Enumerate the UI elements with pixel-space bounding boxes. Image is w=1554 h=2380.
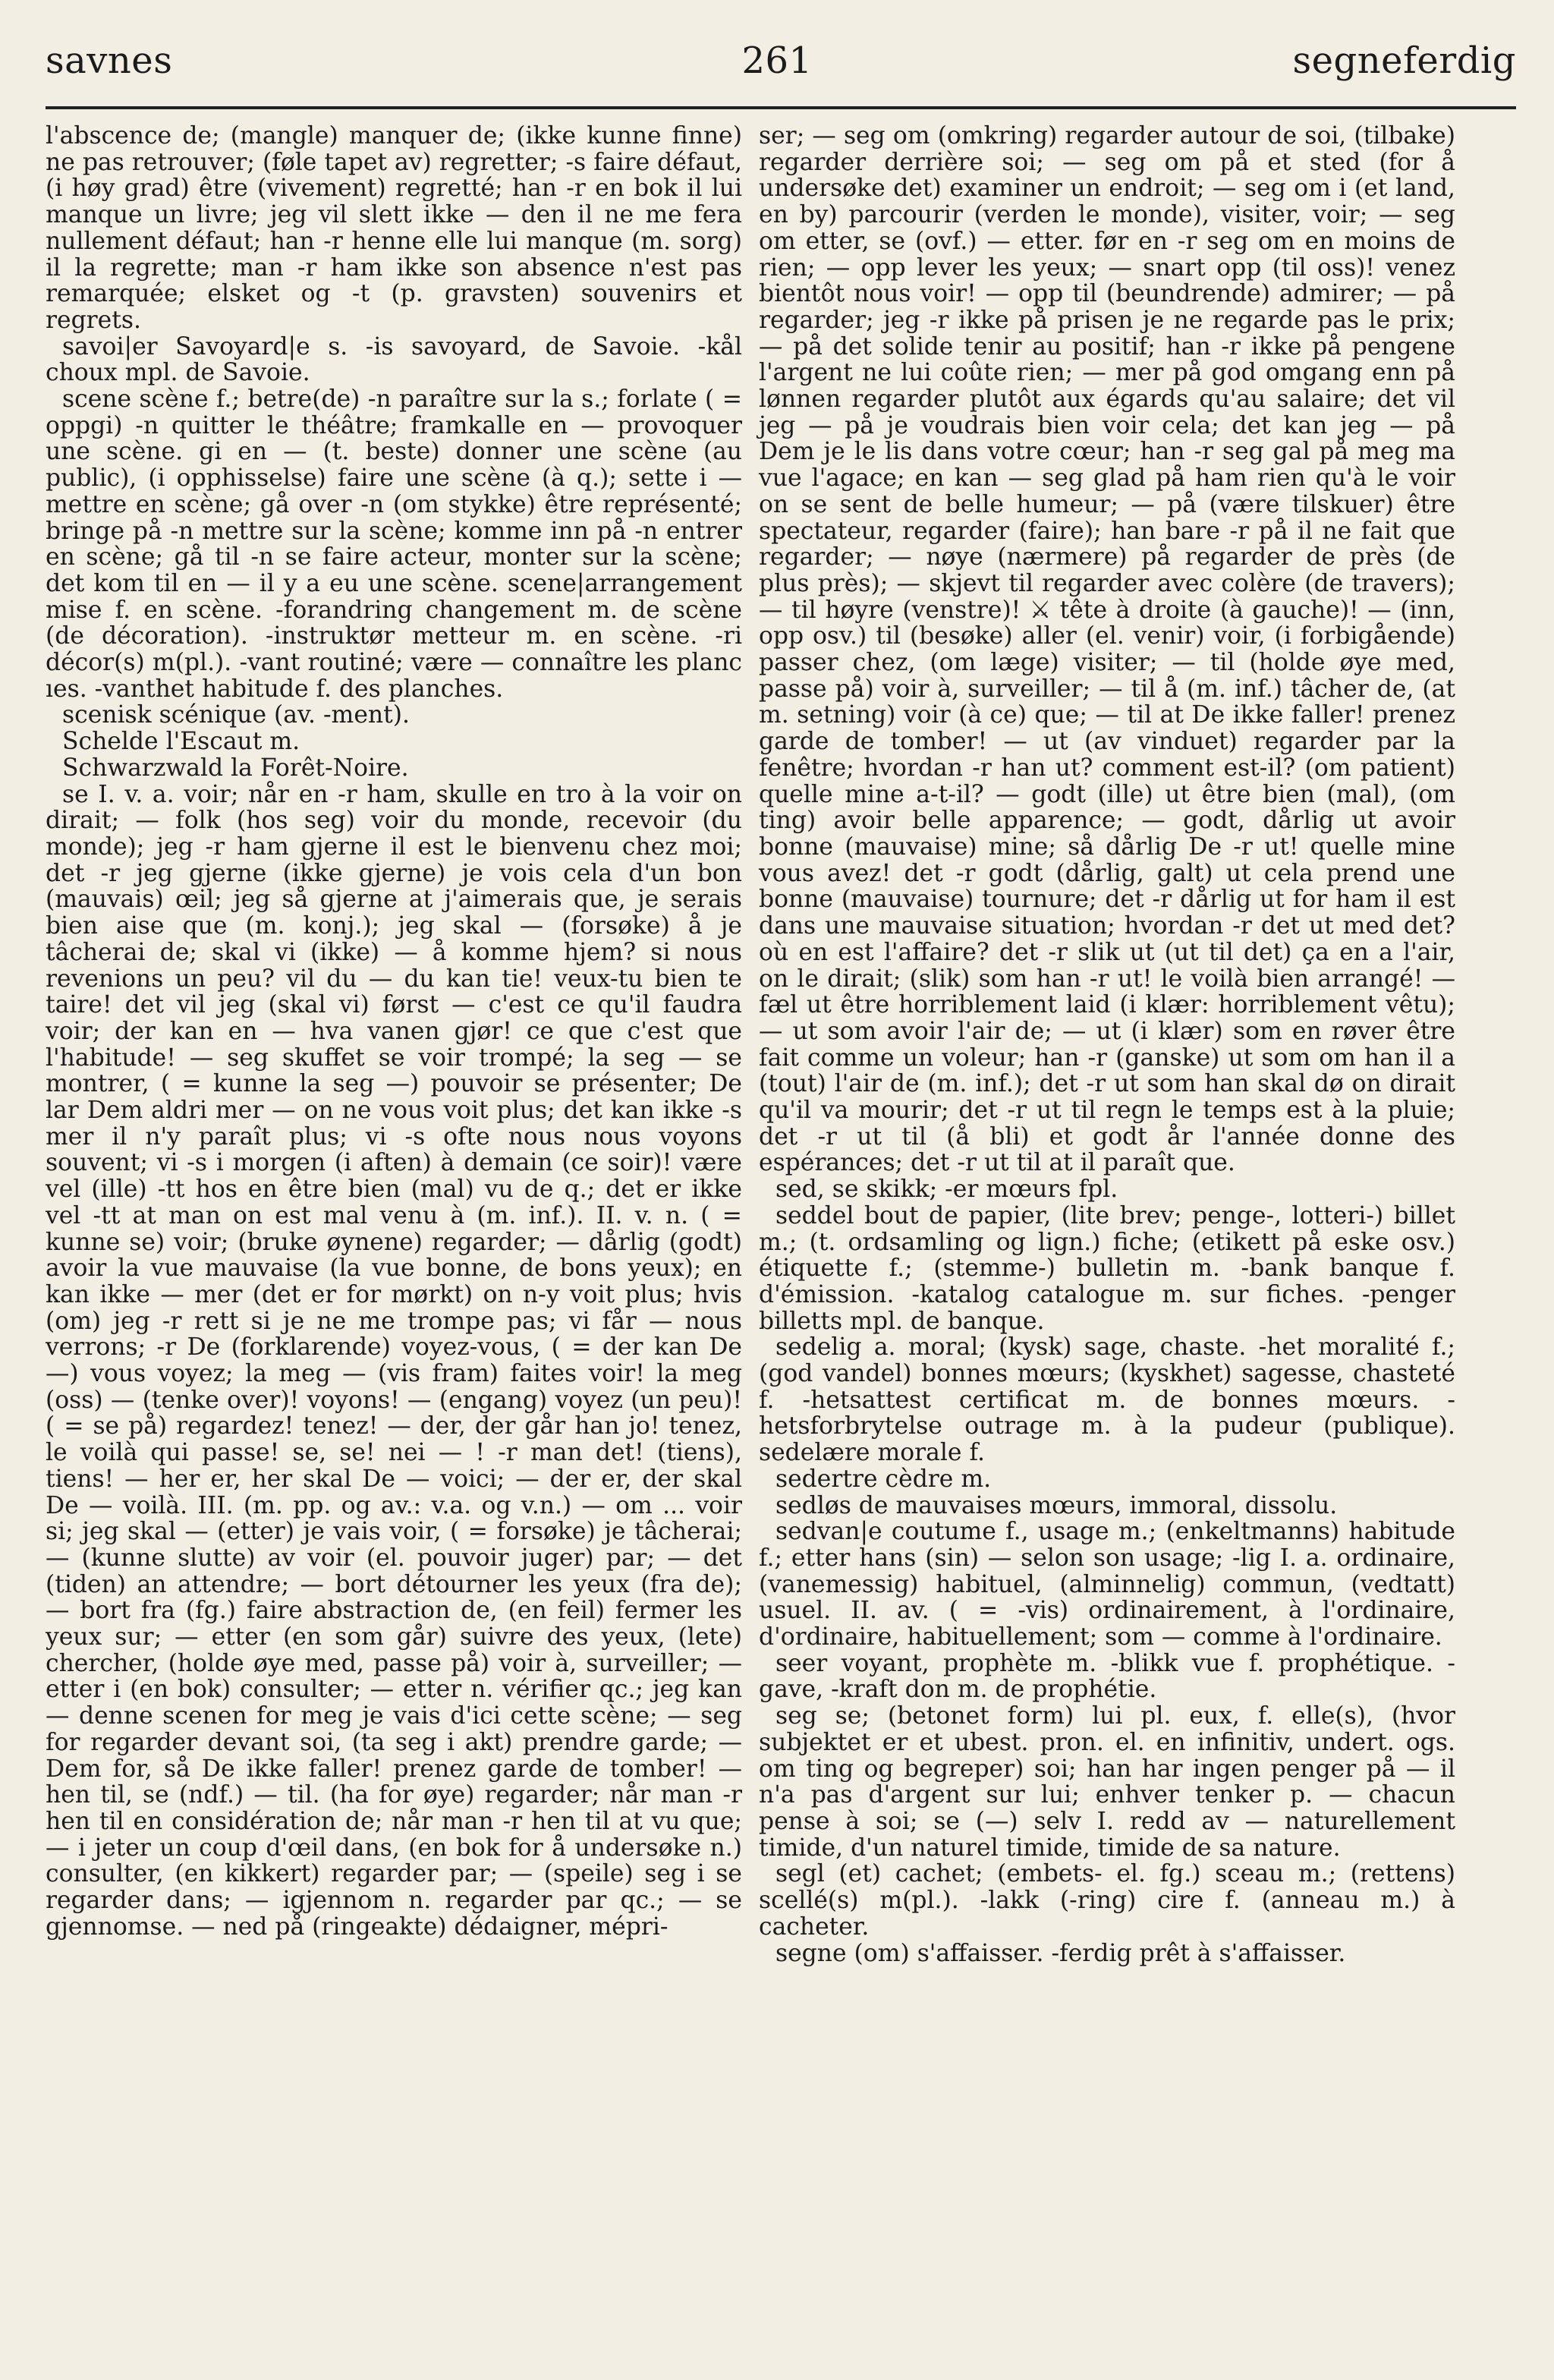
dictionary-entry: se I. v. a. voir; når en -r ham, skulle en tro à la voir on dirait; — folk (hos seg) voir du monde, recevoir (du monde); jeg -r ham gjerne il est le bienvenu chez moi; det -r jeg gjerne (ikke gjerne) je vois cela d'un bon (mauvais) œil; jeg så gjerne at j'aimerais que, je serais bien aise que (m. konj.); jeg skal — (forsøke) å je tâcherai de; skal vi (ikke) — å komme hjem? si nous revenions un peu? vil du — du kan tie! veux-tu bien te taire! det vil jeg (skal vi) først — c'est ce qu'il faudra voir; der kan en — hva vanen gjør! ce que c'est que l'habitude! — seg skuffet se voir trompé; la seg — se montrer, ( = kunne la seg —) pouvoir se présenter; De lar Dem aldri mer — on ne vous voit plus; det kan ikke -s mer il n'y paraît plus; vi -s ofte nous nous voyons souvent; vi -s i morgen (i aften) à demain (ce soir)! være vel (ille) -tt hos en être bien (mal) vu de q.; det er ikke vel -tt at man on est mal venu à (m. inf.). II. v. n. ( = kunne se) voir; (bruke øynene) regarder; — dårlig (godt) avoir la vue mauvaise (la vue bonne, de bons yeux); en kan ikke — mer (det er for mørkt) on n-y voit plus; hvis (om) jeg -r rett si je ne me trompe pas; vi får — nous verrons; -r De (forklarende) voyez-vous, ( = der kan De —) vous voyez; la meg — (vis fram) faites voir! la meg (oss) — (tenke over)! voyons! — (engang) voyez (un peu)! ( = se på) regardez! tenez! — der, der går han jo! tenez, le voilà qui passe! se, se! nei — ! -r man det! (tiens), tiens! — her er, her skal De — voici; — der er, der skal De — voilà. III. (m. pp. og av.: v.a. og v.n.) — om ... voir si; jeg skal — (etter) je vais voir, ( = forsøke) je tâcherai; — (kunne slutte) av voir (el. pouvoir juger) par; — det (tiden) an attendre; — bort détourner les yeux (fra de); — bort fra (fg.) faire abstraction de, (en feil) fermer les yeux sur; — etter (en som går) suivre des yeux, (lete) chercher, (holde øye med, passe på) voir à, surveiller; — etter i (en bok) consulter; — etter n. vérifier qc.; jeg kan — denne scenen for meg je vais d'ici cette scène; — seg for regarder devant soi, (ta seg i akt) prendre garde; — Dem for, så De ikke faller! prenez garde de tomber! — hen til, se (ndf.) — til. (ha for øye) regarder; når man -r hen til en considération de; når man -r hen til at vu que; — i jeter un coup d'œil dans, (en bok for å undersøke n.) consulter, (en kikkert) regarder par; — (speile) seg i se regarder dans; — igjennom n. regarder par qc.; — se gjennomse. — ned på (ringeakte) dédaigner, mépri- (46, 780, 742, 1941)
dictionary-entry: segl (et) cachet; (embets- el. fg.) sceau m.; (rettens) scellé(s) m(pl.). -lakk (-ring) cire f. (anneau m.) à cacheter. (759, 1860, 1455, 1941)
right-column (759, 123, 1455, 1966)
dictionary-entry: seer voyant, prophète m. -blikk vue f. prophétique. -gave, -kraft don m. de prophétie. (759, 1649, 1455, 1704)
dictionary-entry: savoi|er Savoyard|e s. -is savoyard, de Savoie. -kål choux mpl. de Savoie. (46, 332, 742, 387)
dictionary-entry: seg se; (betonet form) lui pl. eux, f. elle(s), (hvor subjektet er et ubest. pron. el. en infinitiv, undert. ogs. om ting og begreper) soi; han har ingen penger på — il n'a pas d'argent sur lui; enhver tenker p. — chacun pense à soi; se (—) selv I. redd av — naturellement timide, d'un naturel timide, timide de sa nature. (759, 1702, 1455, 1862)
header-rule (46, 106, 1516, 109)
dictionary-entry: segne (om) s'affaisser. -ferdig prêt à s'affaisser. (775, 1939, 1346, 1967)
dictionary-entry: sedvan|e coutume f., usage m.; (enkeltmanns) habitude f.; etter hans (sin) — selon son usage; -lig I. a. ordinaire, (vanemessig) habituel, (alminnelig) commun, (vedtatt) usuel. II. av. ( = -vis) ordinairement, à l'ordinaire, d'ordinaire, habituellement; som — comme à l'ordinaire. (759, 1518, 1455, 1651)
dictionary-entry: l'abscence de; (mangle) manquer de; (ikke kunne finne) ne pas retrouver; (føle tapet av) regretter; -s faire défaut, (i høy grad) être (vivement) regretté; han -r en bok il lui manque un livre; jeg vil slett ikke — den il ne me fera nullement défaut; han -r henne elle lui manque (m. sorg) il la regrette; man -r ham ikke son absence n'est pas remarquée; elsket og -t (p. gravsten) souvenirs et regrets. (46, 122, 742, 334)
dictionary-entry: sedertre cèdre m. (775, 1465, 992, 1493)
dictionary-entry: sedløs de mauvaises mœurs, immoral, dissolu. (775, 1491, 1338, 1519)
dictionary-entry: sed, se skikk; -er mœurs fpl. (775, 1176, 1118, 1204)
dictionary-entry: ser; — seg om (omkring) regarder autour de soi, (tilbake) regarder derrière soi; — seg om på et sted (for å undersøke det) examiner un endroit; — seg om i (et land, en by) parcourir (verden le monde), visiter, voir; — seg om etter, se (ovf.) — etter. før en -r seg om en moins de rien; — opp lever les yeux; — snart opp (til oss)! venez bientôt nous voir! — opp til (beundrende) admirer; — på regarder; jeg -r ikke på prisen je ne regarde pas le prix; — på det solide tenir au positif; han -r ikke på pengene l'argent ne lui coûte rien; — mer på god omgang enn på lønnen regarder plutôt aux égards qu'au salaire; det vil jeg — på je voudrais bien voir cela; det kan jeg — på Dem je le lis dans votre cœur; han -r seg gal på meg ma vue l'agace; en kan — seg glad på ham rien qu'à le voir on se sent de belle humeur; — på (være tilskuer) être spectateur, regarder (faire); han bare -r på il ne fait que regarder; — nøye (nærmere) på regarder de près (de plus près); — skjevt til regarder avec colère (de travers); — til høyre (venstre)! ⚔ tête à droite (à gauche)! — (inn, opp osv.) til (besøke) aller (el. venir) voir, (i forbigående) passer chez, (om læge) visiter; — til (holde øye med, passe på) voir à, surveiller; — til å (m. inf.) tâcher de, (at m. setning) voir (à ce) que; — til at De ikke faller! prenez garde de tomber! — ut (av vinduet) regarder par la fenêtre; hvordan -r han ut? comment est-il? (om patient) quelle mine a-t-il? — godt (ille) ut être bien (mal), (om ting) avoir belle apparence; — godt, dårlig ut avoir bonne (mauvaise) mine; så dårlig De -r ut! quelle mine vous avez! det -r godt (dårlig, galt) ut cela prend une bonne (mauvaise) tournure; det -r dårlig ut for ham il est dans une mauvaise situation; hvordan -r det ut med det? où en est l'affaire? det -r slik ut (ut til det) ça en a l'air, on le dirait; (slik) som han -r ut! le voilà bien arrangé! — fæl ut être horriblement laid (i klær: horriblement vêtu); — ut som avoir l'air de; — ut (i klær) som en røver être fait comme un voleur; han -r (ganske) ut som om han il a (tout) l'air de (m. inf.); det -r ut som han skal dø on dirait qu'il va mourir; det -r ut til regn le temps est à la pluie; det -r ut til (å bli) et godt år l'année donne des espérances; det -r ut til at il paraît que. (759, 122, 1455, 1177)
header-guide-word-left: savnes (46, 39, 173, 82)
dictionary-entry: seddel bout de papier, (lite brev; penge-, lotteri-) billet m.; (t. ordsamling og lign.) fiche; (etikett på eske osv.) étiquette f.; (stemme-) bulletin m. -bank banque f. d'émission. -katalog catalogue m. sur fiches. -penger billetts mpl. de banque. (759, 1201, 1455, 1335)
dictionary-entry: Schelde l'Escaut m. (62, 728, 300, 756)
dictionary-entry: scene scène f.; betre(de) -n paraître sur la s.; forlate ( = oppgi) -n quitter le théâtre; framkalle en — provoquer une scène. gi en — (t. beste) donner une scène (au public), (i opphisselse) faire une scène (à q.); sette i — mettre en scène; gå over -n (om stykke) être représenté; bringe på -n mettre sur la scène; komme inn på -n entrer en scène; gå til -n se faire acteur, monter sur la scène; det kom til en — il y a eu une scène. scene|arrangement mise f. en scène. -forandring changement m. de scène (de décoration). -instruktør metteur m. en scène. -ri décor(s) m(pl.). -vant routiné; være — connaître les planc ıes. -vanthet habitude f. des planches. (46, 386, 742, 703)
header-guide-word-right: segneferdig (1292, 39, 1516, 82)
dictionary-entry: Schwarzwald la Forêt-Noire. (62, 754, 409, 782)
dictionary-entry: sedelig a. moral; (kysk) sage, chaste. -het moralité f.; (god vandel) bonnes mœurs; (kyskhet) sagesse, chasteté f. -hetsattest certificat m. de bonnes mœurs. -hetsforbrytelse outrage m. à la pudeur (publique). sedelære morale f. (759, 1333, 1455, 1467)
left-column (46, 123, 742, 1941)
dictionary-entry: scenisk scénique (av. -ment). (62, 701, 410, 729)
page-number: 261 (741, 39, 813, 82)
